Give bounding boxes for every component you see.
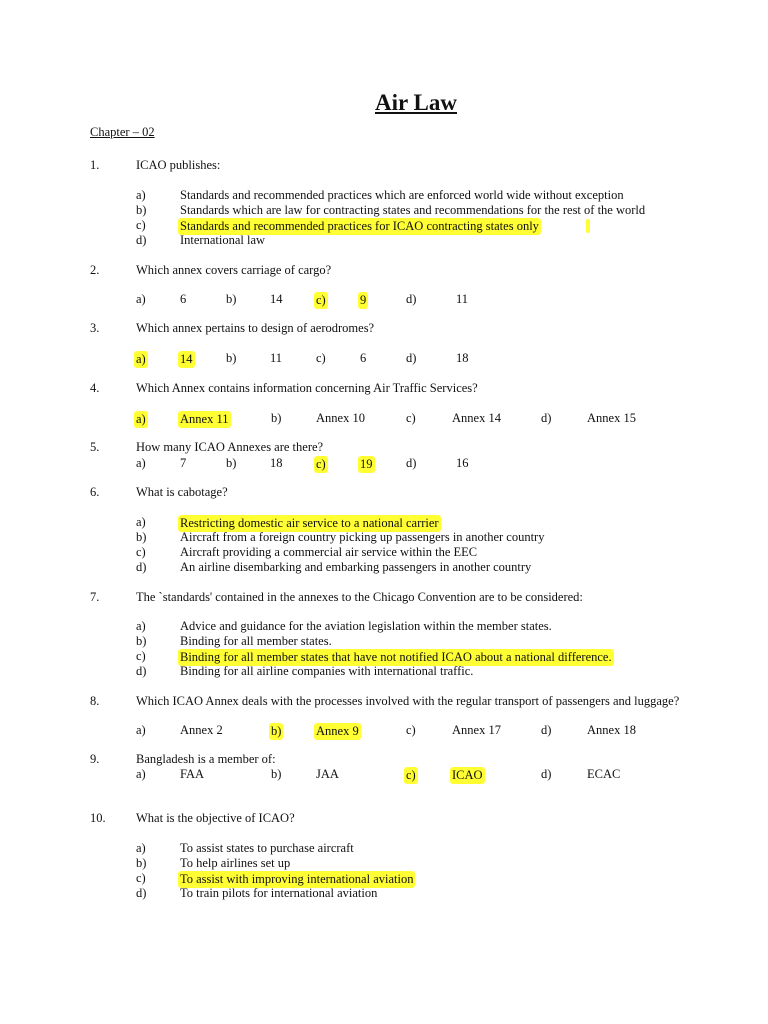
option-label: d) [406, 292, 417, 306]
question-number: 7. [90, 590, 100, 604]
option-label: d) [541, 411, 552, 425]
option-label: d) [541, 723, 552, 737]
option-label: c) [406, 411, 416, 425]
option-value: 11 [270, 351, 283, 365]
option-label: b) [226, 351, 237, 365]
option-label: b) [226, 292, 237, 306]
option-label: d) [136, 664, 147, 678]
question-number: 3. [90, 321, 100, 335]
option-value: FAA [180, 767, 205, 781]
option-value: Annex 17 [452, 723, 501, 737]
option-label: a) [136, 723, 146, 737]
option-label: b) [226, 456, 237, 470]
option-value: 18 [456, 351, 469, 365]
question-text: ICAO publishes: [136, 158, 221, 172]
option-label: c) [406, 723, 416, 737]
option-text: To train pilots for international aviation [180, 886, 378, 900]
highlighted-correct-answer: Binding for all member states that have not notified ICAO about a national difference. [180, 650, 612, 664]
question-text: Which ICAO Annex deals with the processes involved with the regular transport of passengers and luggage? [136, 694, 680, 708]
option-value: 7 [180, 456, 187, 470]
option-label: a) [136, 515, 146, 529]
option-label: a) [136, 188, 146, 202]
option-label: c) [136, 649, 146, 663]
option-value: Annex 14 [452, 411, 501, 425]
question-number: 8. [90, 694, 100, 708]
highlighted-correct-answer: 19 [360, 457, 373, 471]
highlighted-correct-label: a) [136, 412, 146, 426]
option-value: ECAC [587, 767, 621, 781]
question-number: 10. [90, 811, 106, 825]
highlighter-mark [586, 219, 590, 233]
question-number: 9. [90, 752, 100, 766]
question-text: How many ICAO Annexes are there? [136, 440, 324, 454]
highlighted-correct-label: b) [271, 724, 282, 738]
option-text: Binding for all airline companies with international traffic. [180, 664, 474, 678]
highlighted-correct-answer: ICAO [452, 768, 483, 782]
option-text: Binding for all member states. [180, 634, 332, 648]
option-label: a) [136, 767, 146, 781]
question-number: 2. [90, 263, 100, 277]
option-value: 18 [270, 456, 283, 470]
option-text: International law [180, 233, 266, 247]
question-text: The `standards' contained in the annexes to the Chicago Convention are to be considered: [136, 590, 583, 604]
option-label: d) [136, 886, 147, 900]
option-text: Advice and guidance for the aviation legislation within the member states. [180, 619, 552, 633]
option-value: 6 [180, 292, 187, 306]
question-text: What is cabotage? [136, 485, 228, 499]
option-label: d) [406, 456, 417, 470]
option-label: c) [316, 351, 326, 365]
highlighted-correct-answer: 9 [360, 293, 367, 307]
highlighted-correct-answer: Annex 9 [316, 724, 359, 738]
highlighted-correct-label: c) [316, 293, 326, 307]
option-label: c) [136, 218, 146, 232]
option-label: b) [136, 530, 147, 544]
option-value: Annex 18 [587, 723, 636, 737]
option-label: d) [406, 351, 417, 365]
question-number: 5. [90, 440, 100, 454]
option-label: b) [271, 767, 282, 781]
option-label: b) [271, 411, 282, 425]
highlighted-correct-answer: 14 [180, 352, 193, 366]
highlighted-correct-answer: Restricting domestic air service to a national carrier [180, 516, 439, 530]
option-label: d) [136, 560, 147, 574]
question-text: Which Annex contains information concerning Air Traffic Services? [136, 381, 478, 395]
option-label: a) [136, 619, 146, 633]
option-label: a) [136, 292, 146, 306]
question-number: 6. [90, 485, 100, 499]
chapter-heading: Chapter – 02 [90, 125, 155, 139]
highlighted-correct-answer: Standards and recommended practices for ICAO contracting states only [180, 219, 539, 233]
option-text: Standards which are law for contracting states and recommendations for the rest of the world [180, 203, 646, 217]
highlighted-correct-label: c) [406, 768, 416, 782]
option-text: Standards and recommended practices which are enforced world wide without exception [180, 188, 624, 202]
option-label: d) [541, 767, 552, 781]
option-value: 14 [270, 292, 283, 306]
option-value: Annex 10 [316, 411, 365, 425]
option-value: 6 [360, 351, 367, 365]
highlighted-correct-label: a) [136, 352, 146, 366]
question-number: 1. [90, 158, 100, 172]
option-label: b) [136, 203, 147, 217]
option-label: a) [136, 841, 146, 855]
option-text: An airline disembarking and embarking passengers in another country [180, 560, 532, 574]
option-text: To assist states to purchase aircraft [180, 841, 354, 855]
option-label: c) [136, 871, 146, 885]
question-number: 4. [90, 381, 100, 395]
option-text: To help airlines set up [180, 856, 291, 870]
option-text: Aircraft from a foreign country picking up passengers in another country [180, 530, 545, 544]
option-value: JAA [316, 767, 339, 781]
option-label: a) [136, 456, 146, 470]
option-value: Annex 2 [180, 723, 223, 737]
option-value: Annex 15 [587, 411, 636, 425]
option-value: 11 [456, 292, 469, 306]
page-title: Air Law [375, 90, 457, 115]
question-text: What is the objective of ICAO? [136, 811, 295, 825]
highlighted-correct-answer: To assist with improving international aviation [180, 872, 414, 886]
highlighted-correct-answer: Annex 11 [180, 412, 229, 426]
option-label: d) [136, 233, 147, 247]
option-text: Aircraft providing a commercial air service within the EEC [180, 545, 478, 559]
option-label: c) [136, 545, 146, 559]
highlighted-correct-label: c) [316, 457, 326, 471]
question-text: Bangladesh is a member of: [136, 752, 276, 766]
option-label: b) [136, 634, 147, 648]
option-value: 16 [456, 456, 469, 470]
question-text: Which annex pertains to design of aerodromes? [136, 321, 375, 335]
question-text: Which annex covers carriage of cargo? [136, 263, 332, 277]
option-label: b) [136, 856, 147, 870]
